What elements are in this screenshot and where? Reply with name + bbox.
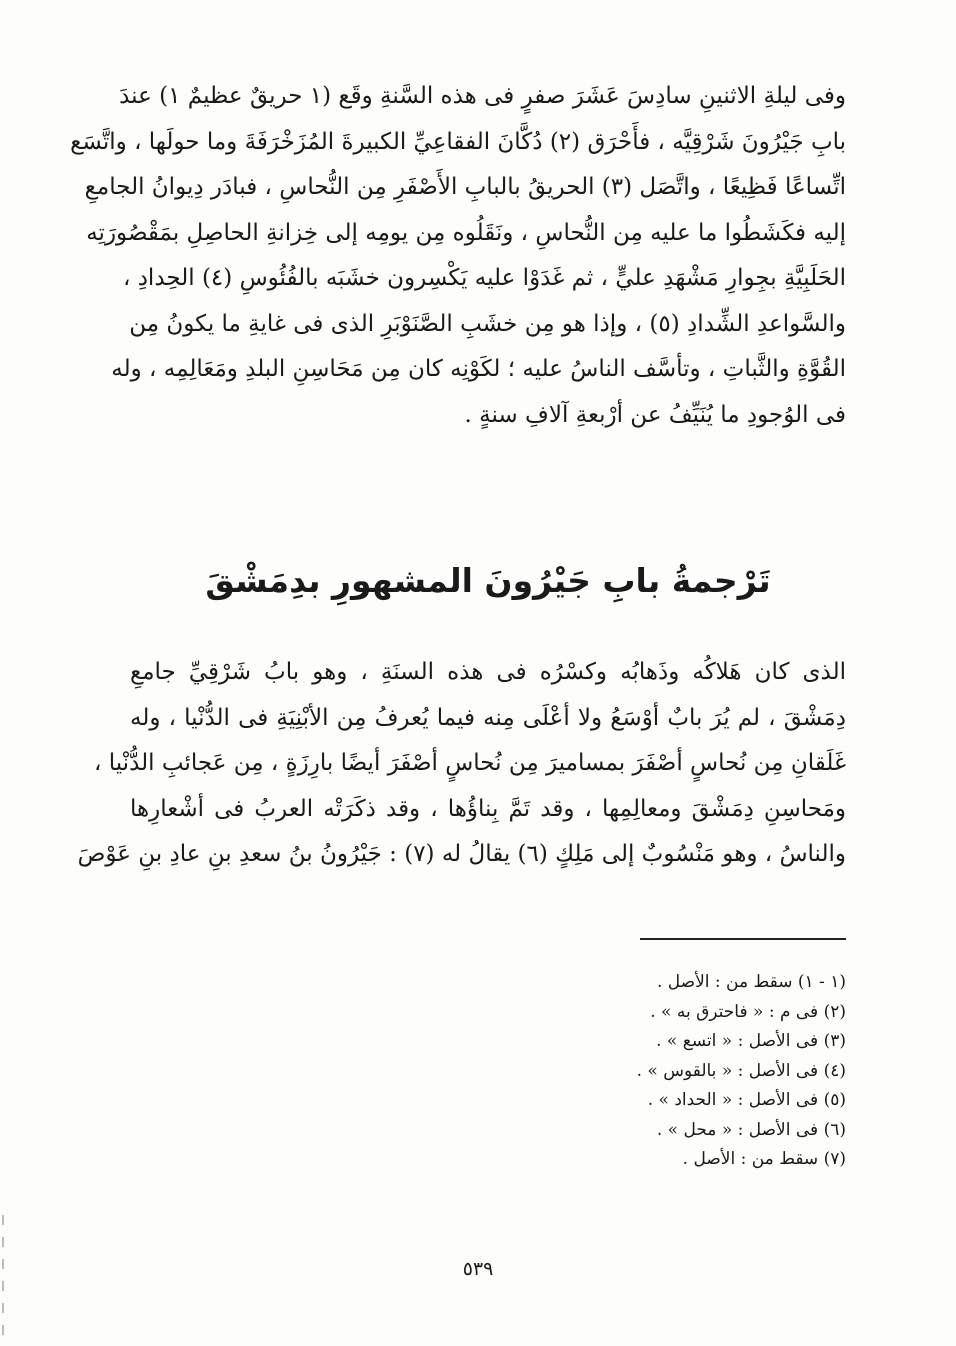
margin-tick [2,1259,4,1269]
text-line: بابِ جَيْرُونَ شَرْقِيَّه ، فأَحْرَق (٢) دُكَّانَ الفقاعِيِّ الكبيرةَ المُزَخْرَفَةَ وما حولَها ، واتَّسَع [70,128,846,155]
margin-tick [2,1303,4,1313]
text-line: الذى كان هَلاكُه وذَهابُه وكسْرُه فى هذه السنَةِ ، وهو بابُ شَرْقِيِّ جامعِ [130,659,846,685]
footnote: (١ - ١) سقط من : الأصل . [656,972,846,992]
footnote: (٧) سقط من : الأصل . [682,1149,846,1169]
text-line: غَلَقانِ مِن نُحاسٍ أصْفَرَ بمساميرَ مِن نُحاسٍ أصْفَرَ أيضًا بارِزَةٍ ، مِن عَجائبِ الدُّنْيا ، [94,750,846,776]
text-line: والناسُ ، وهو مَنْسُوبٌ إلى مَلِكٍ (٦) يقالُ له (٧) : جَيْرُونُ بنُ سعدِ بنِ عادِ بنِ عَوْصَ [77,841,846,867]
text-line: اتِّساعًا فَظِيعًا ، واتَّصَل (٣) الحريقُ بالبابِ الأَصْفَرِ مِن النُّحاسِ ، فبادَر دِيوانُ الجامعِ [84,174,846,200]
footnote: (٢) فى م : « فاحترق به » . [650,1001,846,1022]
paragraph-gate-biography [77,650,846,878]
text-line: فى الوُجودِ ما يُنَيِّفُ عن أرْبعةِ آلافِ سنةٍ . [464,401,846,428]
margin-tick [2,1325,4,1335]
section-heading: تَرْجمةُ بابِ جَيْرُونَ المشهورِ بدِمَشْقَ [205,561,771,600]
margin-tick [2,1215,4,1225]
footnote-separator [640,938,846,940]
text-line: الحَلَبِيَّةِ بجِوارِ مَشْهَدِ عليٍّ ، ثم غَدَوْا عليه يَكْسِرون خشَبَه بالفُئُوسِ (٤) الحِدادِ ، [122,265,846,291]
text-line: إليه فكَشَطُوا ما عليه مِن النُّحاسِ ، ونَقَلُوه مِن يومِه إلى خِزانةِ الحاصِلِ بمَقْصُورَتِه [86,219,846,246]
text-line: وفى ليلةِ الاثنينِ سادِسَ عَشَرَ صفرٍ فى هذه السَّنةِ وقَع (١ حريقٌ عظيمٌ ١) عندَ [119,83,846,109]
scan-margin-marks [2,1215,5,1335]
page-number: ٥٣٩ [462,1258,494,1280]
footnote: (٦) فى الأصل : « محل » . [656,1119,846,1140]
paragraph-fire-account [70,74,846,438]
margin-tick [2,1237,4,1247]
text-line: دِمَشْقَ ، لم يُرَ بابٌ أوْسَعُ ولا أعْلَى مِنه فيما يُعرفُ مِن الأبْنِيَةِ فى الدُّنْيا ، وله [130,704,846,731]
text-line: القُوَّةِ والثَّباتِ ، وتأسَّف الناسُ عليه ؛ لكَوْنِه كان مِن مَحَاسِنِ البلدِ ومَعَالِمِه ، وله [111,356,846,382]
text-line: والسَّواعدِ الشِّدادِ (٥) ، وإذا هو مِن خشَبِ الصَّنَوْبَرِ الذى فى غايةِ ما يكونُ مِن [129,310,846,337]
footnotes [500,968,846,1175]
text-line: ومَحاسِنِ دِمَشْقَ ومعالِمِها ، وقد تَمَّ بِناؤُها ، وقد ذكَرَتْه العربُ فى أشْعارِها [130,795,846,822]
margin-tick [2,1281,4,1291]
footnote: (٤) فى الأصل : « بالقوس » . [636,1060,846,1081]
footnote: (٥) فى الأصل : « الحداد » . [647,1090,846,1110]
footnote: (٣) فى الأصل : « اتسع » . [656,1031,846,1051]
